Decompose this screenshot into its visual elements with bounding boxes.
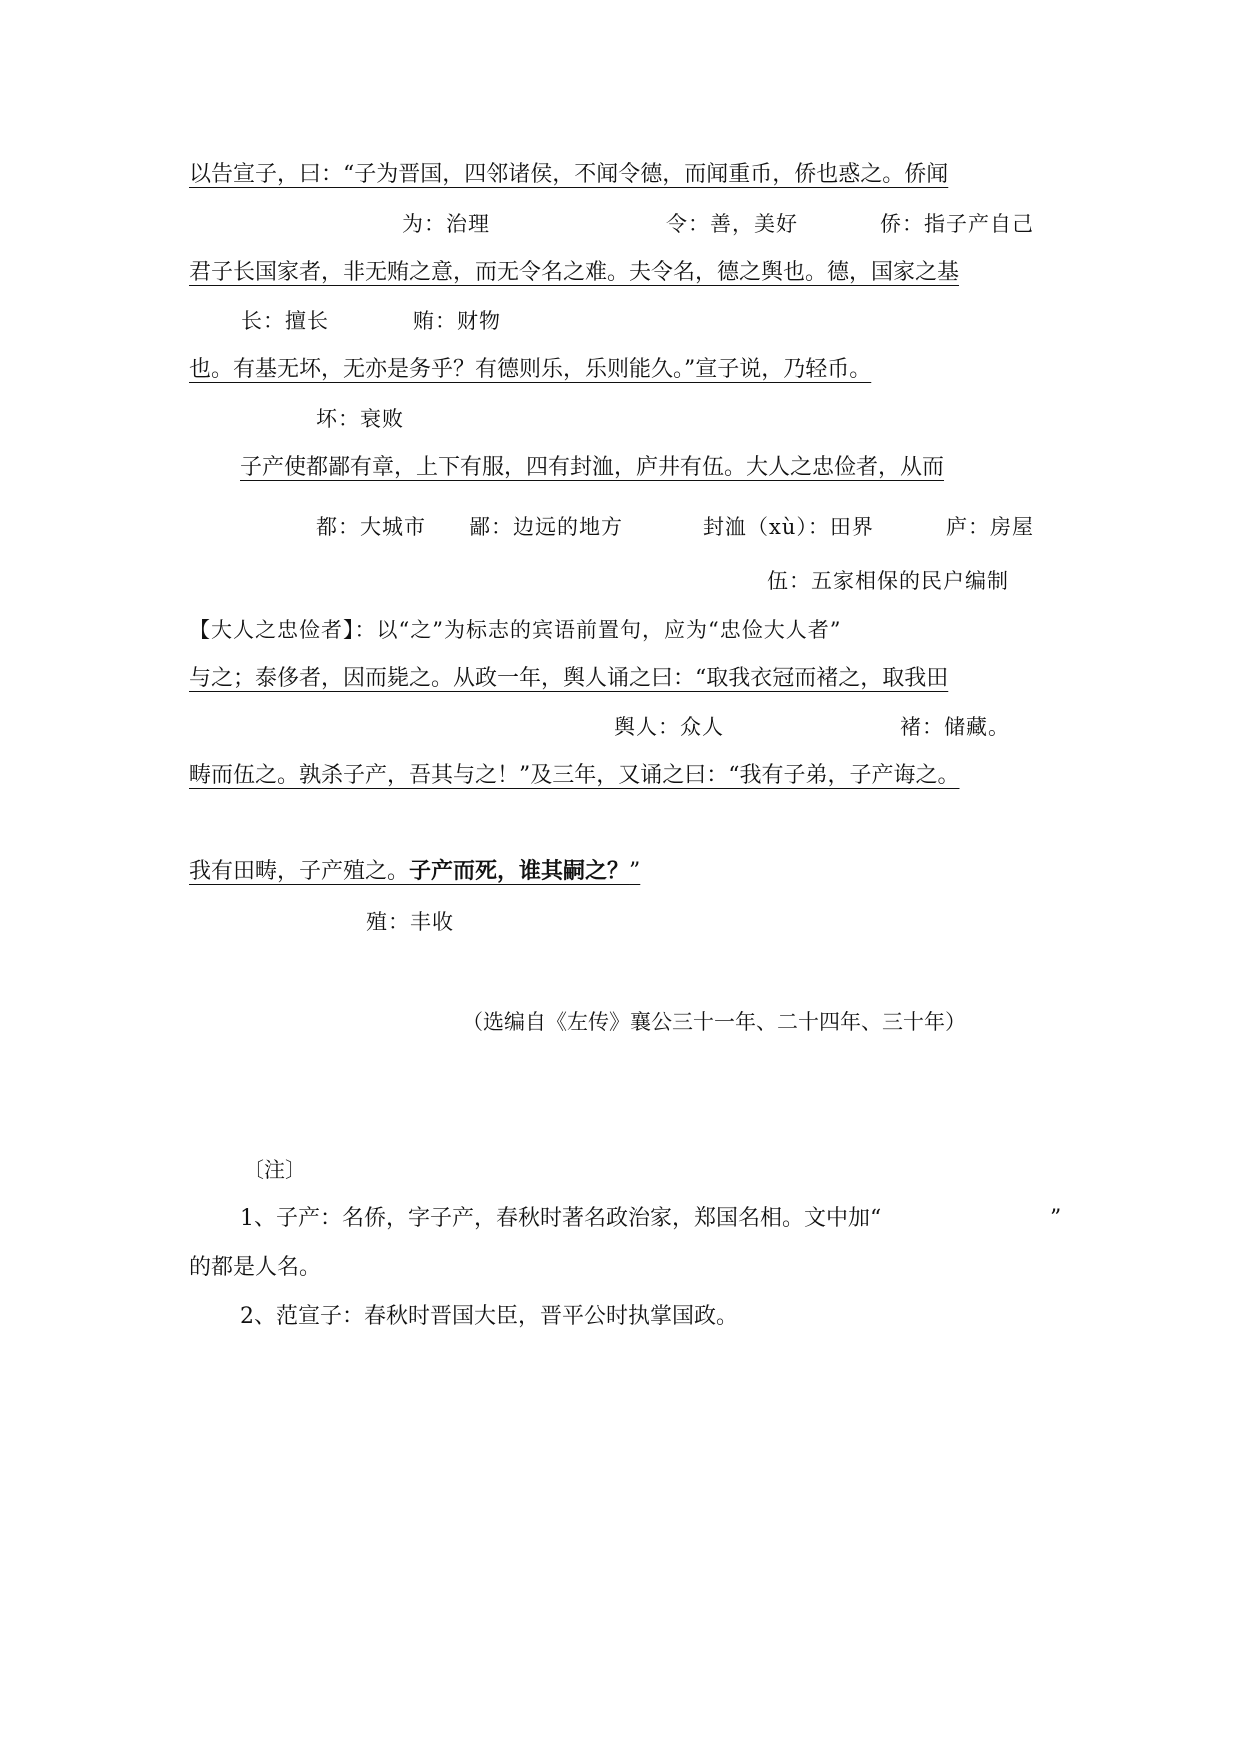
gloss-fengxu: 封洫（xù）：田界 <box>703 515 874 539</box>
gloss-zhi: 殖：丰收 <box>366 910 454 934</box>
gloss-zhang: 长：擅长 <box>241 309 329 333</box>
passage-line-1: 以告宣子，曰：“子为晋国，四邻诸侯，不闻令德，而闻重币，侨也惑之。侨闻 <box>189 162 949 187</box>
grammar-note: 【大人之忠俭者】：以“之”为标志的宾语前置句，应为“忠俭大人者” <box>189 618 842 642</box>
passage-line-5: 与之；泰侈者，因而毙之。从政一年，舆人诵之曰：“取我衣冠而褚之，取我田 <box>189 666 949 691</box>
note-1-line-2: 的都是人名。 <box>189 1255 322 1280</box>
gloss-huai: 坏：衰败 <box>316 407 404 431</box>
note-2: 2、范宣子：春秋时晋国大臣，晋平公时执掌国政。 <box>240 1304 738 1329</box>
note-1-quote-close: ” <box>1050 1206 1062 1231</box>
gloss-lu: 庐：房屋 <box>946 515 1034 539</box>
source-citation: （选编自《左传》襄公三十一年、二十四年、三十年） <box>462 1010 966 1034</box>
gloss-yuren: 舆人：众人 <box>614 715 724 739</box>
passage-line-6: 畴而伍之。孰杀子产，吾其与之！”及三年，又诵之曰：“我有子弟，子产诲之。 <box>189 763 960 788</box>
passage-line-2: 君子长国家者，非无贿之意，而无令名之难。夫令名，德之舆也。德，国家之基 <box>189 260 960 285</box>
passage-line-7-quote: ” <box>629 859 641 884</box>
gloss-wei: 为：治理 <box>402 212 490 236</box>
passage-line-7-a: 我有田畴，子产殖之。 <box>189 859 410 884</box>
gloss-wu: 伍：五家相保的民户编制 <box>767 569 1009 593</box>
gloss-hui: 贿：财物 <box>413 309 501 333</box>
passage-line-3: 也。有基无坏，无亦是务乎？有德则乐，乐则能久。”宣子说，乃轻币。 <box>189 357 872 382</box>
gloss-qiao: 侨：指子产自己 <box>880 212 1034 236</box>
passage-line-7-bold: 子产而死，谁其嗣之？ <box>409 858 630 884</box>
gloss-zhu: 褚：储藏。 <box>900 715 1010 739</box>
notes-heading: 〔注〕 <box>243 1158 306 1182</box>
gloss-ling: 令：善，美好 <box>666 212 798 236</box>
gloss-du: 都：大城市 <box>316 515 426 539</box>
note-1-line-1: 1、子产：名侨，字子产，春秋时著名政治家，郑国名相。文中加“ <box>240 1206 882 1231</box>
passage-line-4: 子产使都鄙有章，上下有服，四有封洫，庐井有伍。大人之忠俭者，从而 <box>240 455 945 480</box>
gloss-bi: 鄙：边远的地方 <box>469 515 623 539</box>
passage-line-7 <box>189 856 640 887</box>
